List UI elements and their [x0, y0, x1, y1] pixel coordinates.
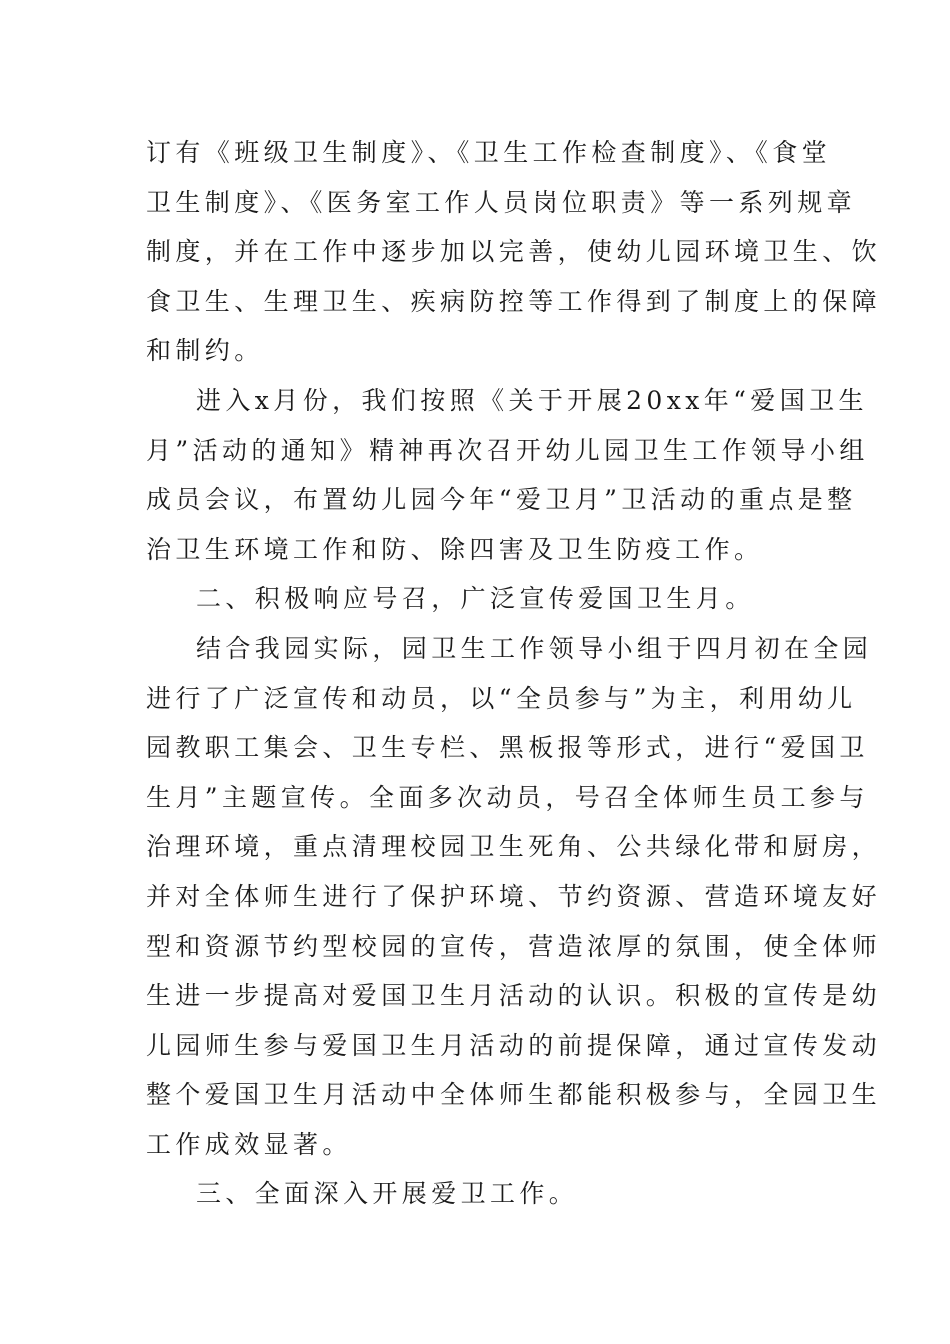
text-line: 治理环境，重点清理校园卫生死角、公共绿化带和厨房，: [146, 832, 882, 862]
text-line: 制度，并在工作中逐步加以完善，使幼儿园环境卫生、饮: [146, 237, 882, 267]
text-line: 治卫生环境工作和防、除四害及卫生防疫工作。: [146, 534, 764, 564]
text-line: 结合我园实际，园卫生工作领导小组于四月初在全园: [196, 633, 873, 663]
text-line: 型和资源节约型校园的宣传，营造浓厚的氛围，使全体师: [146, 931, 882, 961]
text-line: 和制约。: [146, 336, 264, 366]
text-line: 成员会议，布置幼儿园今年“爱卫月”卫活动的重点是整: [146, 485, 857, 515]
text-line: 生进一步提高对爱国卫生月活动的认识。积极的宣传是幼: [146, 981, 882, 1011]
text-line: 园教职工集会、卫生专栏、黑板报等形式，进行“爱国卫: [146, 733, 869, 763]
text-line: 月”活动的通知》精神再次召开幼儿园卫生工作领导小组: [146, 435, 869, 465]
section-heading: 三、全面深入开展爱卫工作。: [196, 1179, 579, 1209]
text-line: 工作成效显著。: [146, 1129, 352, 1159]
text-line: 订有《班级卫生制度》、《卫生工作检查制度》、《食堂: [146, 138, 832, 167]
text-line: 食卫生、生理卫生、疾病防控等工作得到了制度上的保障: [146, 286, 882, 316]
section-heading: 二、积极响应号召，广泛宣传爱国卫生月。: [196, 584, 755, 614]
text-line: 生月”主题宣传。全面多次动员，号召全体师生员工参与: [146, 782, 869, 812]
text-line: 卫生制度》、《医务室工作人员岗位职责》等一系列规章: [146, 187, 857, 217]
text-line: 并对全体师生进行了保护环境、节约资源、营造环境友好: [146, 881, 882, 911]
text-line: 进入x月份，我们按照《关于开展20xx年“爱国卫生: [196, 385, 868, 415]
text-line: 整个爱国卫生月活动中全体师生都能积极参与，全园卫生: [146, 1080, 882, 1110]
text-line: 儿园师生参与爱国卫生月活动的前提保障，通过宣传发动: [146, 1030, 882, 1060]
document-body: [146, 128, 882, 1219]
text-line: 进行了广泛宣传和动员，以“全员参与”为主，利用幼儿: [146, 683, 857, 713]
